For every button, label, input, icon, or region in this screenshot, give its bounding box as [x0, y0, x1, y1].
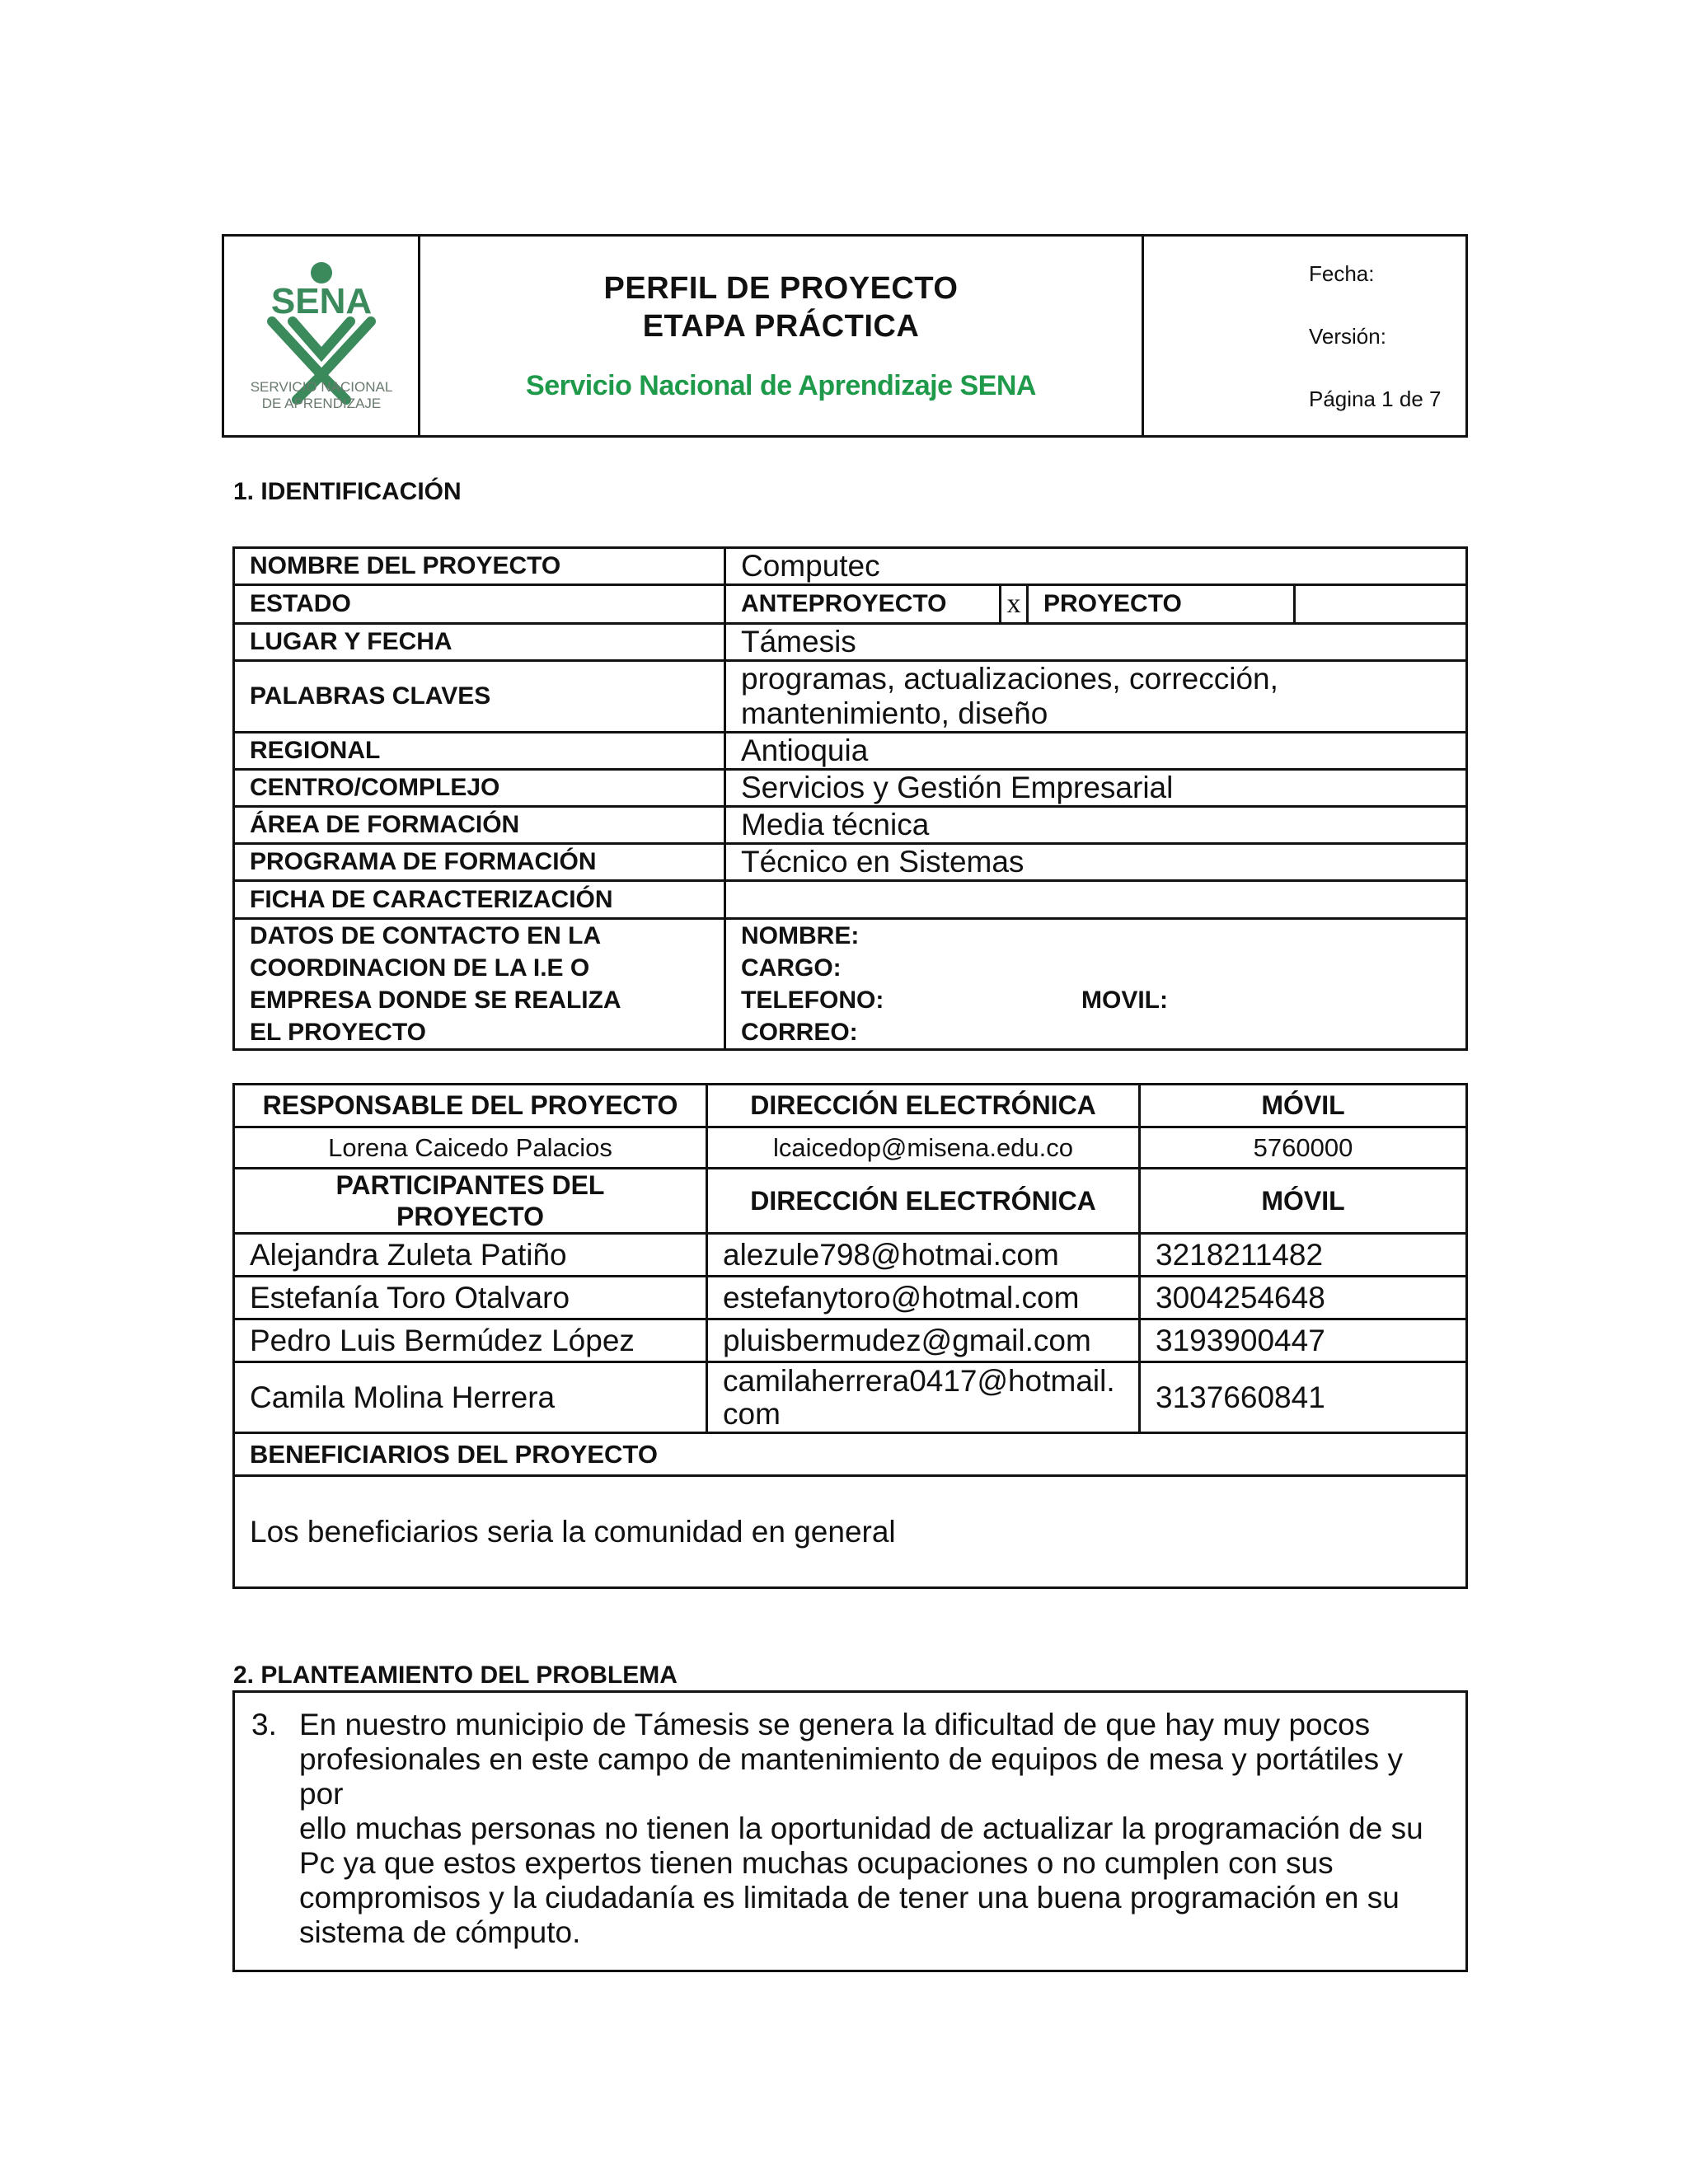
table-row: DATOS DE CONTACTO EN LA COORDINACION DE LA I.E O EMPRESA DONDE SE REALIZA EL PROYECTO NOMBRE: CARGO: TELEFONO: MOVIL: CORREO: [234, 919, 1467, 1050]
table-row: ESTADO ANTEPROYECTO x PROYECTO [234, 585, 1467, 624]
version-label: Versión: [1309, 323, 1386, 349]
proyecto-mark [1295, 586, 1466, 622]
beneficiaries-text: Los beneficiarios seria la comunidad en general [234, 1476, 1467, 1588]
table-row: CENTRO/COMPLEJO Servicios y Gestión Empresarial [234, 770, 1467, 807]
project-name: Computec [725, 548, 1467, 585]
table-row: BENEFICIARIOS DEL PROYECTO [234, 1433, 1467, 1476]
title-cell [420, 236, 1143, 437]
table-row: NOMBRE DEL PROYECTO Computec [234, 548, 1467, 585]
table-row: Pedro Luis Bermúdez López pluisbermudez@gmail.com 3193900447 [234, 1319, 1467, 1362]
doc-title: PERFIL DE PROYECTO [603, 271, 959, 306]
table-row: PARTICIPANTES DEL PROYECTO DIRECCIÓN ELECTRÓNICA MÓVIL [234, 1169, 1467, 1234]
table-row: ÁREA DE FORMACIÓN Media técnica [234, 807, 1467, 844]
svg-text:SENA: SENA [270, 281, 372, 321]
table-row: PROGRAMA DE FORMACIÓN Técnico en Sistemas [234, 844, 1467, 881]
svg-text:SERVICIO NACIONAL: SERVICIO NACIONAL [250, 379, 392, 395]
svg-text:DE APRENDIZAJE: DE APRENDIZAJE [261, 396, 381, 411]
institution-name: Servicio Nacional de Aprendizaje SENA [526, 370, 1036, 401]
logo-cell [223, 236, 420, 437]
document-header [222, 234, 1468, 438]
section-planteamiento: 2. PLANTEAMIENTO DEL PROBLEMA [233, 1661, 678, 1689]
table-row: REGIONAL Antioquia [234, 733, 1467, 770]
sena-logo [235, 251, 408, 416]
table-row [234, 1476, 1467, 1588]
fecha-label: Fecha: [1309, 260, 1375, 286]
problem-text: En nuestro municipio de Támesis se genera la dificultad de que hay muy pocos profesionales en este campo de mantenimiento de equipos de mesa y portátiles y por ello muchas personas no tienen la oportunidad de actualizar la programación de su Pc ya que estos expertos tienen muchas ocupaciones o no cumplen con sus compromisos y la ciudadanía es limitada de tener una buena programación en su sistema de cómputo. [299, 1708, 1423, 1949]
table-row: Estefanía Toro Otalvaro estefanytoro@hotmal.com 3004254648 [234, 1277, 1467, 1319]
responsible-table [232, 1083, 1468, 1589]
identification-table [232, 546, 1468, 1051]
table-row: Alejandra Zuleta Patiño alezule798@hotmai.com 3218211482 [234, 1234, 1467, 1277]
page-label: Página 1 de 7 [1309, 386, 1442, 411]
problem-box [232, 1690, 1468, 1972]
contact-fields: NOMBRE: CARGO: TELEFONO: MOVIL: CORREO: [725, 919, 1467, 1050]
list-number: 3. [251, 1708, 277, 1741]
table-row: RESPONSABLE DEL PROYECTO DIRECCIÓN ELECTRÓNICA MÓVIL [234, 1085, 1467, 1127]
table-row: FICHA DE CARACTERIZACIÓN [234, 881, 1467, 919]
table-row: Camila Molina Herrera camilaherrera0417@hotmail. com 3137660841 [234, 1362, 1467, 1433]
table-row: LUGAR Y FECHA Támesis [234, 624, 1467, 661]
table-row: Lorena Caicedo Palacios lcaicedop@misena.edu.co 5760000 [234, 1127, 1467, 1169]
anteproyecto-mark: x [1001, 586, 1028, 622]
doc-subtitle: ETAPA PRÁCTICA [642, 309, 920, 344]
table-row: PALABRAS CLAVES programas, actualizaciones, corrección, mantenimiento, diseño [234, 661, 1467, 733]
meta-cell [1143, 236, 1467, 437]
section-identificacion: 1. IDENTIFICACIÓN [233, 478, 462, 505]
